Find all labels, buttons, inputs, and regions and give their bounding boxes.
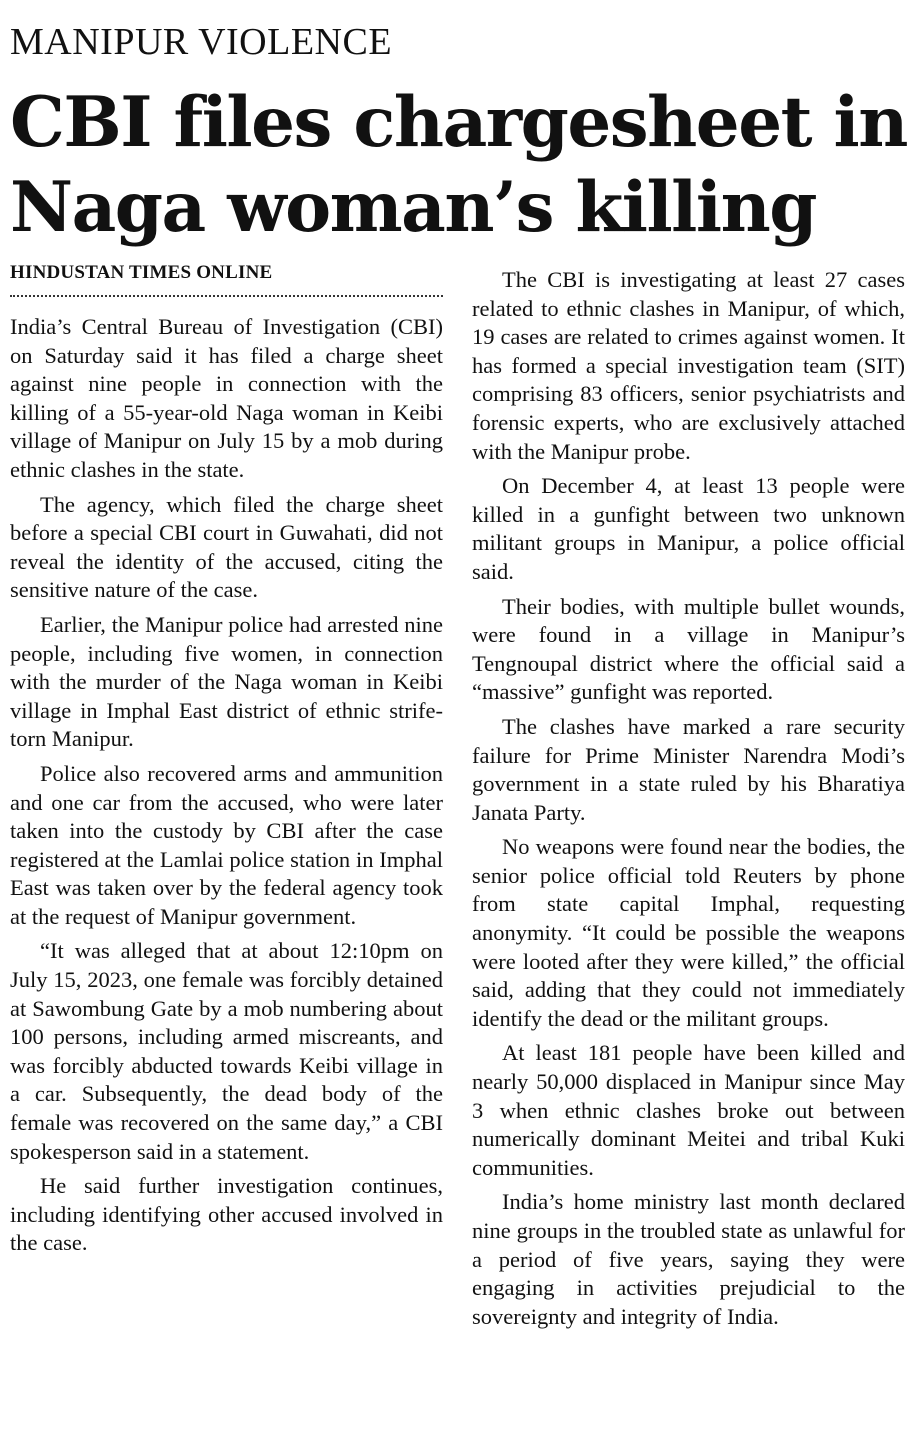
body-paragraph: No weapons were found near the bodies, the senior police official told Reuters by phone from state capital Imphal, requesting anonymity. “It could be possible the weapons were looted after they were killed,” the official said, adding that they could not immediately identify the dead or the militant groups. <box>472 834 905 1031</box>
byline-divider <box>10 295 443 297</box>
body-paragraph: Police also recovered arms and ammunition and one car from the accused, who were later taken into the custody by CBI after the case registered at the Lamlai police station in Imphal East was taken over by the federal agency took at the request of Manipur government. <box>10 760 443 929</box>
body-paragraph: Earlier, the Manipur police had arrested nine people, including five women, in connection with the murder of the Naga woman in Keibi village in Imphal East district of ethnic strife-torn Manipur. <box>10 611 443 752</box>
body-paragraph: “It was alleged that at about 12:10pm on July 15, 2023, one female was forcibly detained at Sawombung Gate by a mob numbering about 100 persons, including armed miscreants, and was forcibly abducted towards Keibi village in a car. Subsequently, the dead body of the female was recovered on the same day,” a CBI spokesperson said in a statement. <box>10 938 443 1164</box>
body-paragraph: India’s Central Bureau of Investigation (CBI) on Saturday said it has filed a charge sheet against nine people in connection with the killing of a 55-year-old Naga woman in Keibi village of Manipur on July 15 by a mob during ethnic clashes in the state. <box>10 314 443 482</box>
body-paragraph: He said further investigation continues, including identifying other accused involved in the case. <box>10 1173 443 1256</box>
left-column <box>10 313 443 1264</box>
body-paragraph: Their bodies, with multiple bullet wounds, were found in a village in Manipur’s Tengnoupal district where the official said a “massive” gunfight was reported. <box>472 593 905 705</box>
body-paragraph: The CBI is investigating at least 27 cases related to ethnic clashes in Manipur, of which, 19 cases are related to crimes against women. It has formed a special investigation team (SIT) comprising 83 officers, senior psychiatrists and forensic experts, who are exclusively attached with the Manipur probe. <box>472 267 905 464</box>
body-paragraph: The clashes have marked a rare security failure for Prime Minister Narendra Modi’s government in a state ruled by his Bharatiya Janata Party. <box>472 713 905 825</box>
body-paragraph: The agency, which filed the charge sheet before a special CBI court in Guwahati, did not reveal the identity of the accused, citing the sensitive nature of the case. <box>10 491 443 603</box>
byline: HINDUSTAN TIMES ONLINE <box>10 262 273 283</box>
right-column <box>472 266 905 1337</box>
body-paragraph: India’s home ministry last month declared nine groups in the troubled state as unlawful for a period of five years, saying they were engaging in activities prejudicial to the sovereignty and integrity of India. <box>472 1189 905 1329</box>
body-paragraph: On December 4, at least 13 people were killed in a gunfight between two unknown militant groups in Manipur, a police official said. <box>472 473 905 584</box>
article-headline: CBI files chargesheet in Naga woman’s killing <box>10 82 907 248</box>
body-paragraph: At least 181 people have been killed and nearly 50,000 displaced in Manipur since May 3 when ethnic clashes broke out between numerically dominant Meitei and tribal Kuki communities. <box>472 1040 905 1180</box>
section-kicker: MANIPUR VIOLENCE <box>10 21 393 63</box>
